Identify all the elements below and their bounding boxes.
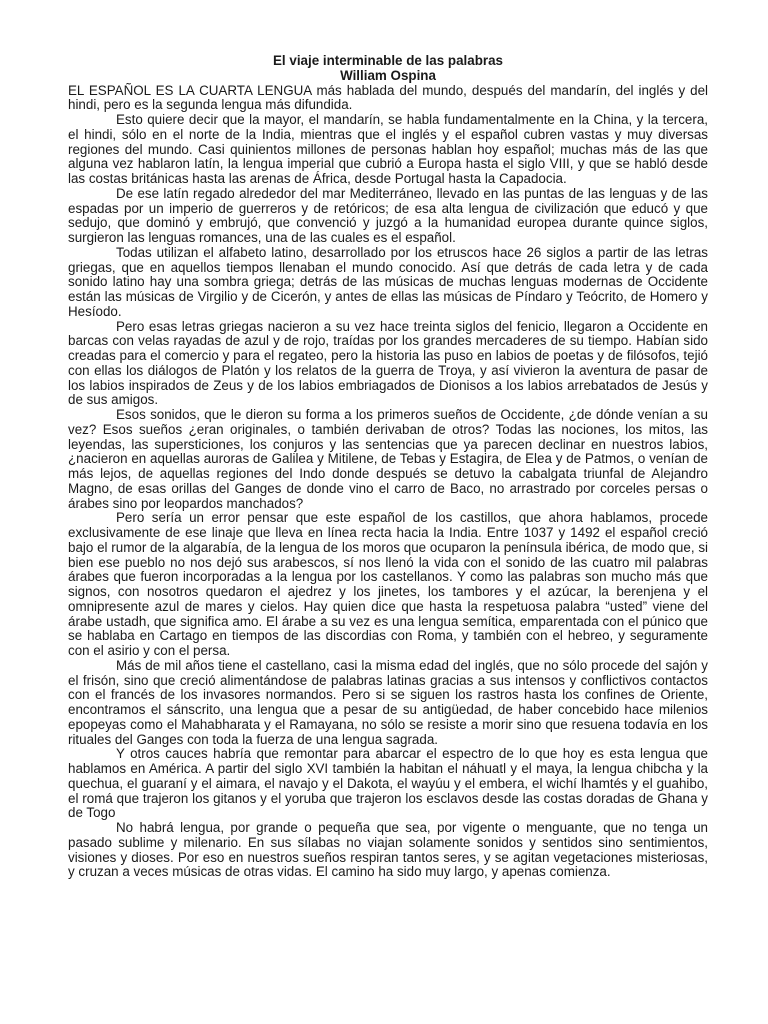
paragraph-10: No habrá lengua, por grande o pequeña que sea, por vigente o menguante, que no tenga un pasado sublime y milenario. En sus sílabas no viajan solamente sonidos y sentidos sino sentimientos, visiones y dioses. Por eso en nuestros sueños respiran tantos seres, y se agitan vegetaciones misteriosas, y cruzan a veces músicas de otras vidas. El camino ha sido muy largo, y apenas comienza. — [68, 820, 708, 880]
paragraph-4: Todas utilizan el alfabeto latino, desarrollado por los etruscos hace 26 siglos a partir de las letras griegas, que en aquellos tiempos llenaban el mundo conocido. Así que detrás de cada letra y de cada sonido latino hay una sombra griega; detrás de las músicas de muchas lenguas modernas de Occidente están las músicas de Virgilio y de Cicerón, y antes de ellas las músicas de Píndaro y Teócrito, de Homero y Hesíodo. — [68, 244, 708, 319]
paragraph-3: De ese latín regado alrededor del mar Mediterráneo, llevado en las puntas de las lenguas y de las espadas por un imperio de guerreros y de retóricos; de esa alta lengua de civilización que educó y que sedujo, que dominó y embrujó, que convenció y juzgó a la humanidad europea durante quince siglos, surgieron las lenguas romances, una de las cuales es el español. — [68, 185, 708, 245]
document-author: William Ospina — [340, 67, 436, 83]
document-title: El viaje interminable de las palabras — [273, 53, 503, 68]
document-page — [68, 54, 708, 880]
paragraph-5: Pero esas letras griegas nacieron a su vez hace treinta siglos del fenicio, llegaron a Occidente en barcas con velas rayadas de azul y de rojo, traídas por los grandes mercaderes de su tiempo. Habían sido creadas para el comercio y para el regateo, pero la historia las puso en labios de poetas y de filósofos, tejió con ellas los diálogos de Platón y los relatos de la guerra de Troya, y así vivieron la aventura de pasar de los labios inspirados de Zeus y de los labios embriagados de Dionisos a los labios arrebatados de Jesús y de sus amigos. — [68, 318, 708, 408]
paragraph-7: Pero sería un error pensar que este español de los castillos, que ahora hablamos, procede exclusivamente de ese linaje que lleva en línea recta hacia la India. Entre 1037 y 1492 el español creció bajo el rumor de la algarabía, de la lengua de los moros que ocuparon la península ibérica, de modo que, si bien ese pueblo no nos dejó sus arabescos, sí nos llenó la vida con el sonido de las cuatro mil palabras árabes que fueron incorporadas a la lengua por los castellanos. Y como las palabras son mucho más que signos, con nosotros quedaron el ajedrez y los jinetes, los tambores y el azúcar, la berenjena y el omnipresente azul de mares y cielos. Hay quien dice que hasta la respetuosa palabra “usted” viene del árabe ustadh, que significa amo. El árabe a su vez es una lengua semítica, emparentada con el púnico que se hablaba en Cartago en tiempos de las discordias con Roma, y también con el hebreo, y seguramente con el asirio y con el persa. — [68, 510, 708, 658]
paragraph-9: Y otros cauces habría que remontar para abarcar el espectro de lo que hoy es esta lengua que hablamos en América. A partir del siglo XVI también la habitan el náhuatl y el maya, la lengua chibcha y la quechua, el guaraní y el aimara, el navajo y el Dakota, el wayúu y el embera, el wichí lhamtés y el guahibo, el romá que trajeron los gitanos y el yoruba que trajeron los esclavos desde las costas doradas de Ghana y de Togo — [68, 746, 708, 821]
paragraph-1: EL ESPAÑOL ES LA CUARTA LENGUA más hablada del mundo, después del mandarín, del inglés y del hindi, pero es la segunda lengua más difundida. — [68, 82, 708, 113]
paragraph-6: Esos sonidos, que le dieron su forma a los primeros sueños de Occidente, ¿de dónde venían a su vez? Esos sueños ¿eran originales, o también derivaban de otros? Todas las nociones, los mitos, las leyendas, las supersticiones, los conjuros y las sentencias que ya parecen declinar en nuestros labios, ¿nacieron en aquellas auroras de Galilea y Mitilene, de Tebas y Estagira, de Elea y de Patmos, o venían de más lejos, de aquellas regiones del Indo donde después se detuvo la cabalgata triunfal de Alejandro Magno, de esas orillas del Ganges de donde vino el carro de Baco, no arrastrado por corceles persas o árabes sino por leopardos manchados? — [68, 407, 708, 511]
paragraph-2: Esto quiere decir que la mayor, el mandarín, se habla fundamentalmente en la China, y la tercera, el hindi, sólo en el norte de la India, mientras que el inglés y el español cubren vastas y muy diversas regiones del mundo. Casi quinientos millones de personas hablan hoy español; muchas más de las que alguna vez hablaron latín, la lengua imperial que cubrió a Europa hasta el siglo VIII, y que se habló desde las costas británicas hasta las arenas de África, desde Portugal hasta la Capadocia. — [68, 112, 708, 186]
paragraph-8: Más de mil años tiene el castellano, casi la misma edad del inglés, que no sólo procede del sajón y el frisón, sino que creció alimentándose de palabras latinas gracias a sus intensos y conflictivos contactos con el francés de los invasores normandos. Pero si se siguen los rastros hasta los confines de Oriente, encontramos el sánscrito, una lengua que a pesar de su antigüedad, de haber concebido hace milenios epopeyas como el Mahabharata y el Ramayana, no sólo se resiste a morir sino que resuena todavía en los rituales del Ganges con toda la fuerza de una lengua sagrada. — [68, 657, 708, 747]
